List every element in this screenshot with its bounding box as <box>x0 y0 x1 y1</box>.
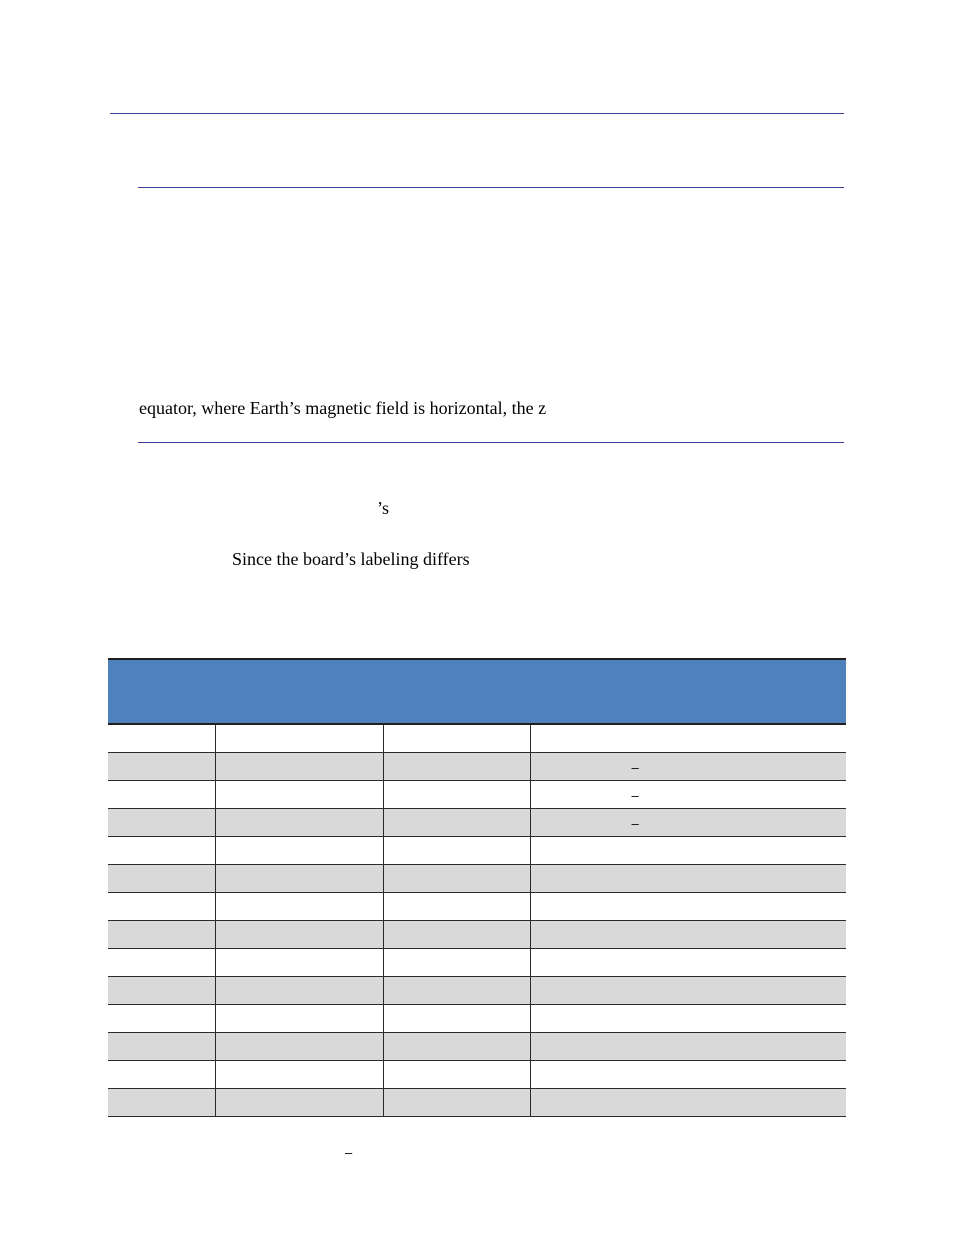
table-cell <box>383 809 530 837</box>
table-cell <box>215 1061 383 1089</box>
table-cell <box>215 1005 383 1033</box>
table-cell <box>108 1061 215 1089</box>
table-cell <box>383 1061 530 1089</box>
section-rule-middle <box>138 442 844 443</box>
table-cell <box>108 809 215 837</box>
footer-mark: – <box>345 1145 353 1160</box>
table-cell <box>215 781 383 809</box>
header-cell <box>383 659 530 724</box>
table-cell <box>383 865 530 893</box>
table-cell <box>530 977 846 1005</box>
table-cell <box>530 724 846 753</box>
table-cell <box>108 1033 215 1061</box>
header-cell <box>530 659 846 724</box>
text-fragment-apostrophe: ’s <box>377 498 390 518</box>
table-cell <box>108 1089 215 1117</box>
table-row <box>108 865 846 893</box>
table-row <box>108 1005 846 1033</box>
section-rule-top <box>138 187 844 188</box>
table-cell <box>530 1033 846 1061</box>
cell-mark: – <box>631 760 639 775</box>
table-row <box>108 921 846 949</box>
table-row <box>108 724 846 753</box>
table-cell <box>530 949 846 977</box>
table-cell <box>108 921 215 949</box>
table-cell <box>215 753 383 781</box>
table-row <box>108 1033 846 1061</box>
table-cell <box>215 1033 383 1061</box>
table-cell <box>108 977 215 1005</box>
table-cell <box>215 1089 383 1117</box>
table-cell <box>108 724 215 753</box>
table-cell <box>530 837 846 865</box>
table-cell <box>215 809 383 837</box>
table-row <box>108 977 846 1005</box>
table-cell <box>530 753 846 781</box>
table-cell <box>530 781 846 809</box>
table-cell <box>530 921 846 949</box>
table-cell <box>108 753 215 781</box>
table-cell <box>215 893 383 921</box>
table-cell <box>108 865 215 893</box>
header-rule <box>110 113 844 114</box>
table-row <box>108 893 846 921</box>
data-table <box>108 658 846 1117</box>
table-cell <box>215 977 383 1005</box>
table-cell <box>108 1005 215 1033</box>
table-cell <box>530 1089 846 1117</box>
table-cell <box>215 837 383 865</box>
table-cell <box>108 893 215 921</box>
text-fragment-sentence: Since the board’s labeling differs <box>232 549 470 569</box>
table-cell <box>383 1005 530 1033</box>
table-cell <box>383 724 530 753</box>
table-cell <box>383 781 530 809</box>
table-cell <box>383 977 530 1005</box>
table-cell <box>530 865 846 893</box>
table-cell <box>215 949 383 977</box>
cell-mark: – <box>631 788 639 803</box>
table-row <box>108 781 846 809</box>
header-cell <box>215 659 383 724</box>
cell-mark: – <box>631 816 639 831</box>
table-cell <box>383 921 530 949</box>
table-header-row <box>108 659 846 724</box>
table-row <box>108 949 846 977</box>
table-cell <box>530 809 846 837</box>
table-cell <box>530 1005 846 1033</box>
table-row <box>108 837 846 865</box>
table-cell <box>215 724 383 753</box>
table-cell <box>383 949 530 977</box>
table-cell <box>530 893 846 921</box>
table-cell <box>383 753 530 781</box>
table-cell <box>108 949 215 977</box>
header-cell <box>108 659 215 724</box>
table-row <box>108 1061 846 1089</box>
table-cell <box>383 837 530 865</box>
table-cell <box>383 1089 530 1117</box>
table-row <box>108 1089 846 1117</box>
table-cell <box>383 893 530 921</box>
table-row <box>108 809 846 837</box>
paragraph-line: equator, where Earth’s magnetic field is horizontal, the z <box>139 398 547 418</box>
table-cell <box>108 837 215 865</box>
table-cell <box>530 1061 846 1089</box>
table-cell <box>215 921 383 949</box>
table-row <box>108 753 846 781</box>
table-cell <box>383 1033 530 1061</box>
table-cell <box>215 865 383 893</box>
table-cell <box>108 781 215 809</box>
